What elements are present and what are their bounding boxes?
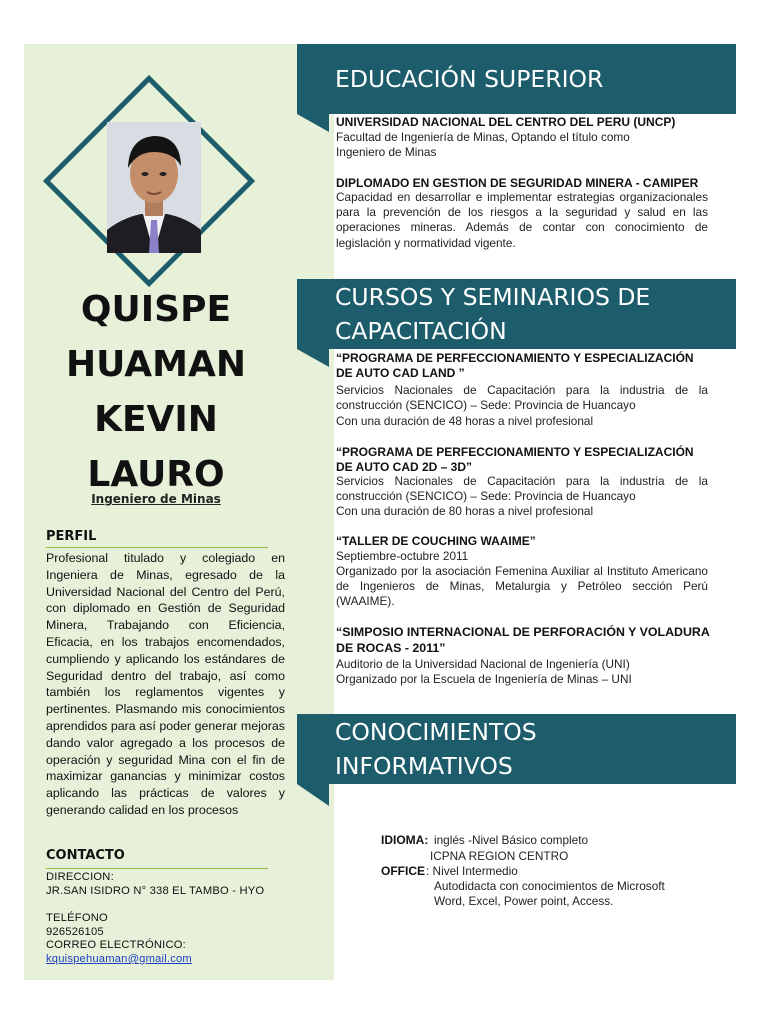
cursos-heading-line: CURSOS Y SEMINARIOS DE [335, 283, 651, 311]
office-line: Autodidacta con conocimientos de Microsoft [434, 879, 665, 893]
direccion-label: DIRECCION: [46, 871, 114, 883]
curso-extra: Con una duración de 48 horas a nivel profesional [336, 414, 594, 428]
cursos-banner [297, 279, 736, 349]
educacion-banner-fold [297, 114, 331, 134]
conocimientos-banner-fold [297, 784, 331, 808]
curso-text: Organizado por la asociación Femenina Auxiliar al Instituto Americano de Ingenieros de Minas, Metalurgia y Petróleo sección Perú (WAAIME). [336, 564, 708, 609]
curso-text: Servicios Nacionales de Capacitación para la industria de la construcción (SENCICO) – Sede: Provincia de Huancayo [336, 474, 708, 504]
contacto-rule [46, 868, 268, 869]
name-line: HUAMAN [66, 344, 246, 385]
name-line: QUISPE [80, 289, 232, 330]
curso-title: “PROGRAMA DE PERFECCIONAMIENTO Y ESPECIALIZACIÓN [336, 445, 694, 459]
curso-text: Servicios Nacionales de Capacitación para la industria de la construcción (SENCICO) – Sede: Provincia de Huancayo [336, 383, 708, 413]
cursos-banner-fold [297, 349, 331, 369]
email-link[interactable]: kquispehuaman@gmail.com [46, 953, 192, 965]
idioma-line: inglés -Nivel Básico completo [434, 833, 589, 847]
correo-label: CORREO ELECTRÓNICO: [46, 939, 186, 951]
candidate-title: Ingeniero de Minas [91, 492, 221, 506]
curso-title: “PROGRAMA DE PERFECCIONAMIENTO Y ESPECIALIZACIÓN [336, 351, 694, 365]
cursos-heading-line: CAPACITACIÓN [335, 317, 507, 345]
perfil-heading: PERFIL [46, 529, 97, 544]
curso-date: Septiembre-octubre 2011 [336, 549, 469, 563]
curso-extra: Con una duración de 80 horas a nivel profesional [336, 504, 594, 518]
curso-title: DE AUTO CAD LAND ” [336, 366, 465, 380]
uncp-title: UNIVERSIDAD NACIONAL DEL CENTRO DEL PERU (UNCP) [336, 115, 676, 129]
educacion-heading: EDUCACIÓN SUPERIOR [335, 65, 604, 93]
uncp-line: Facultad de Ingeniería de Minas, Optando el título como [336, 130, 630, 144]
diplomado-title: DIPLOMADO EN GESTION DE SEGURIDAD MINERA - CAMIPER [336, 176, 699, 190]
curso-title: DE AUTO CAD 2D – 3D” [336, 460, 473, 474]
conocimientos-heading-line: CONOCIMIENTOS [335, 718, 537, 746]
contacto-heading: CONTACTO [46, 848, 125, 863]
curso-title: DE ROCAS - 2011” [336, 641, 446, 655]
office-line: Word, Excel, Power point, Access. [434, 894, 614, 908]
idioma-line: ICPNA REGION CENTRO [430, 849, 569, 863]
name-line: LAURO [87, 454, 225, 495]
idioma-label: IDIOMA: [381, 833, 429, 847]
telefono-value: 926526105 [46, 926, 104, 938]
perfil-text: Profesional titulado y colegiado en Ingeniera de Minas, egresado de la Universidad Nacional del Centro del Perú, con diplomado en Gestión de Seguridad Minera, Trabajando con Eficiencia, Eficacia, en los trabajos encomendados, cumpliendo y aplicando los estándares de Seguridad dentro del trabajo, así como también los reglamentos vigentes y pertinentes. Plasmando mis conocimientos aprendidos para así poder generar mejoras dando valor agregado a los procesos de operación y seguridad Mina con el fin de maximizar ganancias y minimizar costos aplicando las prácticas de valores y generando calidad en los procesos [46, 551, 285, 817]
uncp-line: Ingeniero de Minas [336, 145, 437, 159]
conocimientos-heading-line: INFORMATIVOS [335, 752, 513, 780]
name-line: KEVIN [94, 399, 218, 440]
perfil-rule [46, 547, 268, 548]
profile-photo [107, 122, 201, 253]
curso-title: “TALLER DE COUCHING WAAIME” [336, 534, 536, 548]
conocimientos-banner [297, 714, 736, 784]
office-line: : Nivel Intermedio [426, 864, 518, 878]
candidate-name [40, 282, 272, 502]
curso-line: Auditorio de la Universidad Nacional de Ingeniería (UNI) [336, 657, 630, 671]
curso-line: Organizado por la Escuela de Ingeniería de Minas – UNI [336, 672, 632, 686]
direccion-value: JR.SAN ISIDRO N° 338 EL TAMBO - HYO [46, 885, 265, 897]
telefono-label: TELÉFONO [46, 912, 108, 924]
curso-title: “SIMPOSIO INTERNACIONAL DE PERFORACIÓN Y VOLADURA [336, 625, 710, 639]
educacion-banner [297, 44, 736, 114]
diplomado-text: Capacidad en desarrollar e implementar estrategias organizacionales para la prevención de los riesgos a la seguridad y salud en las operaciones mineras. Además de contar con conocimiento de legislación y normatividad vigente. [336, 190, 708, 250]
office-label: OFFICE [381, 864, 425, 878]
